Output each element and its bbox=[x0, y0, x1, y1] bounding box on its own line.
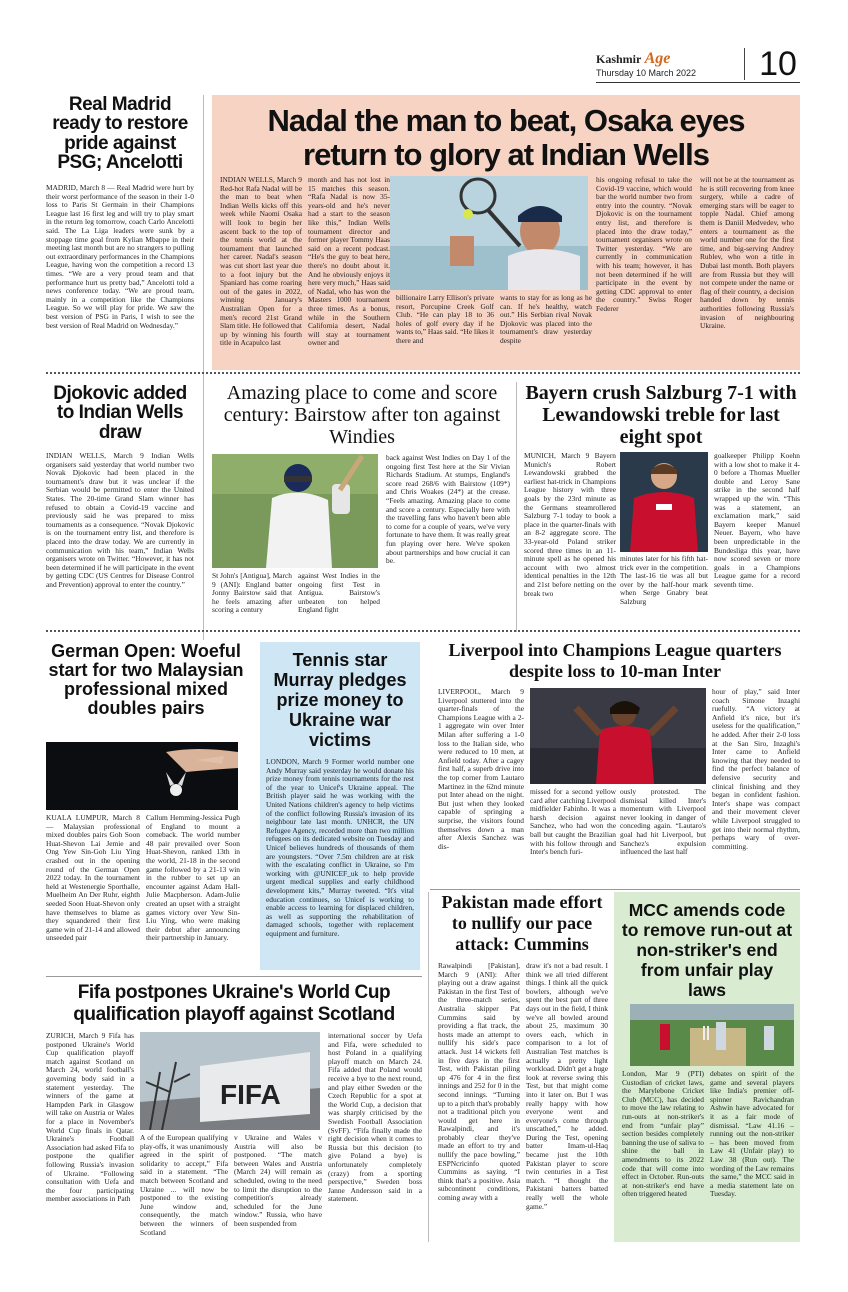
fifa-col2: A of the European qualifying play-offs, it was unanimously agreed in the spirit of solidarity to accept,” Fifa said in a statement. “The match between Scotland and Ukraine ... will now be postponed to the existing June window and, consequently, the match between the winners of Scotland bbox=[140, 1134, 228, 1237]
bairstow-col1: St John's [Antigua], March 9 (ANI): England batter Jonny Bairstow said that he feels amazing after scoring a century bbox=[212, 572, 292, 615]
mcc-col1: London, Mar 9 (PTI) Custodian of cricket laws, the Marylebone Cricket Club (MCC), has decided to move the law relating to run-outs at non-striker's end from “unfair play” section besides completely banning the use of saliva to shine the ball in amendments to its 2022 code that will come into effect in October. Run-outs at non-striker's end have often triggered heated bbox=[622, 1070, 704, 1199]
djokovic-headline: Djokovic added to Indian Wells draw bbox=[53, 384, 187, 443]
fifa-headline: Fifa postpones Ukraine's World Cup qualification playoff against Scotland bbox=[73, 982, 395, 1025]
germanopen-col1: KUALA LUMPUR, March 8 — Malaysian professional mixed doubles pairs Goh Soon Huat-Shevon Lai Jemie and Ong Yew Sin-Goh Liu Ying crashed out in the opening round of the German Open 2022 today. In the tournament held at Westenergie Sporthalle, Muelheim An Der Ruhr, eighth seeded Soon Huat-Shevon only have themselves to blame as they squandered their first game win of 21-14 and allowed unseeded pair bbox=[46, 814, 140, 943]
bayern-col3: goalkeeper Philipp Koehn with a low shot to make it 4-0 before a Thomas Mueller double and Leroy Sane strike in the second half wrapped up the win. “This was a statement, an exclamation mark,” said Bayern keeper Manuel Neuer. Bayern, who have been unpredictable in the Bundesliga this year, have now scored seven or more goals in a Champions League game for a record seventh time. bbox=[714, 452, 800, 589]
left-column-divider bbox=[203, 95, 204, 640]
bairstow-col2: against West Indies in the ongoing first Test in Antigua. Bairstow's unbeaten ton helped England fight bbox=[298, 572, 380, 615]
nadal-photo bbox=[390, 176, 588, 290]
murray-headline: Tennis star Murray pledges prize money to Ukraine war victims bbox=[273, 650, 407, 750]
liverpool-col4: hour of play,” said Inter coach Simone Inzaghi ruefully. “A victory at Anfield it's nice, but it's useless for the qualification,” he added. After their 2-0 loss at the San Siro, Inzaghi's Inter came to Anfield knowing that they needed to find the perfect balance of defensive security and clinical finishing and they began in confident fashion. Inter's shape was compact and their movement clever while Liverpool struggled to get into their normal rhythm, perhaps wary of over-committing. bbox=[712, 688, 800, 851]
bairstow-col3: back against West Indies on Day 1 of the ongoing first Test here at the Sir Vivian Richards Stadium. At stumps, England's score read 268/6 with Bairstow (109*) and Chris Woakes (24*) at the crease. “Feels amazing. Amazing place to come and score a century. Especially here with the travelling fans who haven't been able to come for a couple of years, we've very fortunate to have them. It was really great fun playing over here. We've spoken about partnerships and how crucial it can be. bbox=[386, 454, 510, 566]
bairstow-headline: Amazing place to come and score century: Bairstow after ton against Windies bbox=[223, 382, 501, 448]
bairstow-photo bbox=[212, 454, 378, 568]
bairstow-bayern-divider bbox=[516, 382, 517, 632]
liverpool-col1: LIVERPOOL, March 9 Liverpool stuttered into the quarter-finals of the Champions League with a 2-1 aggregate win over Inter Milan after suffering a 1-0 loss to the Italian side, who were reduced to 10 men, at Anfield today. After a cagey first half, a superb drive into the top corner from Lautaro Martinez in the 62nd minute put Inter ahead on the night. But just when they looked capable of springing a surprise, the visitors found themselves down a man after Alexis Sanchez was dis- bbox=[438, 688, 524, 851]
masthead-divider bbox=[744, 48, 745, 80]
fifa-top-rule bbox=[46, 976, 422, 977]
cummins-headline: Pakistan made effort to nullify our pace attack: Cummins bbox=[441, 892, 603, 954]
nadal-col3: billionaire Larry Ellison's private resort, Porcupine Creek Golf Club. “He can play 18 to 36 holes of golf every day if he wants to,” Haas said. “He likes it there and bbox=[396, 294, 494, 345]
fifa-cummins-divider bbox=[428, 892, 429, 1242]
nadal-col4: wants to stay for as long as he can. If he's healthy, watch out.” His Serbian rival Novak Djokovic was placed into the tournament's draw yesterday despite bbox=[500, 294, 592, 345]
nadal-col2: month and has not lost in 15 matches this season. “Rafa Nadal is now 35-years-old and he's never had a start to the season like this,” Indian Wells tournament director and former player Tommy Haas said on a recent podcast. “He's the guy to beat here, there's no doubt about it. And he obviously enjoys it here very much,” Haas said of Nadal, who has won the Masters 1000 tournament three times. As a bonus, while in the Southern California desert, Nadal will stay at tournament owner and bbox=[308, 176, 390, 348]
bayern-photo bbox=[620, 452, 708, 552]
nadal-col6: will not be at the tournament as he is still recovering from knee surgery, while a cadre of emerging stars will be eager to topple Nadal. Chief among them is Daniil Medvedev, who enters a tournament as the world number one for the first time, and big-serving Andrey Rublev, who won a title in Dubai last month. Both players are from Russia but they will not compete under the name or flag of their country, a decision handed down by tennis authorities following Russia's invasion of neighbouring Ukraine. bbox=[700, 176, 794, 331]
bayern-col2: minutes later for his fifth hat-trick ever in the competition. The last-16 tie was all but over by the half-hour mark when Serge Gnabry beat Salzburg bbox=[620, 555, 708, 606]
realmadrid-headline: Real Madrid ready to restore pride against PSG; Ancelotti bbox=[52, 95, 188, 174]
germanopen-headline: German Open: Woeful start for two Malaysian professional mixed doubles pairs bbox=[48, 642, 244, 718]
fifa-col1: ZURICH, March 9 Fifa has postponed Ukraine's World Cup qualification playoff match against Scotland on March 24, world football's governing body said in a statement yesterday. The winners of the game at Hampden Park in Glasgow will take on Austria or Wales for a place in November's World Cup finals in Qatar. Ukraine's Football Association had asked Fifa to postpone the qualifier following Russia's invasion of Ukraine. “Following consultation with Uefa and the four participating member associations in Path bbox=[46, 1032, 134, 1204]
mcc-col2: debates on spirit of the game and several players like India's premier off-spinner Ravichandran Ashwin have advocated for it as a fair mode of dismissal. “Law 41.16 – running out the non-striker – has been moved from Law 41 (Unfair play) to Law 38 (Run out). The wording of the Law remains the same,” the MCC said in a media statement late on Tuesday. bbox=[710, 1070, 794, 1199]
masthead-logo bbox=[596, 50, 716, 68]
djokovic-body: INDIAN WELLS, March 9 Indian Wells organisers said yesterday that world number two Novak Djokovic had been placed in the tournament's draw but it was unclear if the Serbian would be permitted to enter the United States. The 20-time Grand Slam winner has refused to obtain a Covid-19 vaccine and previously said he was prepared to miss tournaments as a consequence. “Novak Djokovic is on the tournament entry list, and therefore is placed into the draw today. We are currently in communication with his team,” Indian Wells organisers wrote on Twitter. “However, it has not been determined if he will participate in the event by getting CDC (US Centres for Disease Control and Prevention) approval to enter the country.” bbox=[46, 452, 194, 589]
bayern-headline: Bayern crush Salzburg 7-1 with Lewandowski treble for last eight spot bbox=[525, 382, 797, 448]
logo-age: Age bbox=[644, 50, 671, 67]
realmadrid-body: MADRID, March 8 — Real Madrid were hurt by their worst performance of the season in their 1-0 loss to Paris St Germain in their Champions League last 16 first leg and will try to play smart in the return leg tomorrow, coach Carlo Ancelotti said. The La Liga leaders were sunk by a stoppage time goal from Kylian Mbappe in their meeting last month but are no strangers to pulling out extraordinary performances in the Champions League, having won the competition a record 13 times. “We are a very proud team and that performance hurt us pretty bad,” Ancelotti told a news conference today. “We are proud team, mainly in a competition like the Champions League. So we will play for pride. We saw the best version of PSG in Paris, I wish to see the best version of Real Madrid on Wednesday.” bbox=[46, 184, 194, 330]
fifa-col3: v Ukraine and Wales v Austria will also be postponed. “The match between Wales and Austria (March 24) will remain as scheduled, owing to the need to limit the disruption to the competition's already scheduled for the June window.” Russia, who have been suspended from bbox=[234, 1134, 322, 1228]
germanopen-col2: Callum Hemming-Jessica Pugh of England to mount a comeback. The world number 48 pair prevailed over Soon Huat-Shevon, ranked 13th in the world, 21-18 in the second game followed by a 21-13 win in the rubber to set up an encounter against Adam Hall-Julie Macpherson. Adam-Julie created an upset with a straight games victory over Yew Sin-Liu Ying, who were making their debut after announcing their partnership in January. bbox=[146, 814, 240, 943]
masthead-rule bbox=[596, 82, 800, 83]
murray-body: LONDON, March 9 Former world number one Andy Murray said yesterday he would donate his prize money from tennis tournaments for the rest of the year to Unicef's Ukraine appeal. The British player said he was working with the United Nations children's agency to help victims of the conflict following Russia's invasion of its neighbour late last month. UNHCR, the UN Refugee Agency, recorded more than two million refugees on its dedicated website on Tuesday and Unicef believes hundreds of thousands of them are youngsters. “Over 7.5m children are at risk with the escalating conflict in Ukraine, so I'm working with @UNICEF_uk to help provide urgent medical supplies and early childhood development kits,” Murray tweeted. “It's vital education continues, so Unicef is working to enable access to learning for displaced children, as well as supporting the rehabilitation of damaged schools, together with replacement equipment and furniture. bbox=[266, 758, 414, 938]
logo-kashmir: Kashmir bbox=[596, 52, 642, 66]
fifa-photo bbox=[140, 1032, 320, 1130]
nadal-col5: his ongoing refusal to take the Covid-19 vaccine, which would bar the world number two from entry into the country. “Novak Djokovic is on the tournament entry list, and therefore is placed into the draw today,” tournament organisers wrote on Twitter yesterday. “We are currently in communication with his team; however, it has not been determined if he will participate in the event by getting CDC approval to enter the country.” Swiss Roger Federer bbox=[596, 176, 692, 313]
mcc-photo bbox=[630, 1004, 794, 1066]
fifa-photo-text: FIFA bbox=[220, 1079, 281, 1110]
cummins-col2: draw it's not a bad result. I think we all tried different things. I think all the quick bowlers, although we've spent the best part of three days out in the field, I think we've all bowled around about 25, maximum 30 overs each, which in comparison to a lot of Australian Test matches is actually a pretty light workload. Didn't get a huge look at reverse swing this Test, but that might come into it later on. But I was really happy with how everyone went and everyone's come through unscathed,” he added. During the Test, opening batter Imam-ul-Haq became just the 10th Pakistan player to score twin centuries in a Test match. “I thought the Pakistani batters batted really well the whole game.” bbox=[526, 962, 608, 1211]
germanopen-photo bbox=[46, 742, 238, 810]
liverpool-photo bbox=[530, 688, 706, 784]
bayern-col1: MUNICH, March 9 Bayern Munich's Robert Lewandowski grabbed the earliest hat-trick in Champions League history with three goals by the 23rd minute as the Germans steamrollered Salzburg 7-1 today to book a place in the quarter-finals with an 8-2 aggregate score. The 33-year-old Poland striker scored three times in an 11-minute spell as he opened his account with two almost identical penalties in the 12th and 21st before netting on the break two bbox=[524, 452, 616, 598]
section-divider-2 bbox=[46, 630, 800, 632]
liverpool-col2: missed for a second yellow card after catching Liverpool midfielder Fabinho. It was a harsh decision against Sanchez, who had won the ball but caught the Brazilian with his follow through and Inter's bench furi- bbox=[530, 788, 616, 857]
nadal-headline: Nadal the man to beat, Osaka eyes return to glory at Indian Wells bbox=[267, 104, 745, 172]
liverpool-headline: Liverpool into Champions League quarters despite loss to 10-man Inter bbox=[448, 640, 782, 681]
nadal-col1: INDIAN WELLS, March 9 Red-hot Rafa Nadal will be the man to beat when Indian Wells kicks off this week while Naomi Osaka will look to begin her ascent back to the top of the tennis world at the tournament that launched her career. Nadal's season was cut short last year due to a foot injury but the Spaniard has come roaring out of the gates in 2022, winning January's Australian Open for a men's record 21st Grand Slam title. He followed that up by winning his fourth title in Acapulco last bbox=[220, 176, 302, 348]
section-divider-3 bbox=[430, 889, 800, 890]
mcc-headline: MCC amends code to remove run-out at non-striker's end from unfair play laws bbox=[621, 900, 793, 1000]
section-divider-1 bbox=[46, 372, 800, 374]
masthead-date: Thursday 10 March 2022 bbox=[596, 68, 697, 78]
page-number: 10 bbox=[759, 45, 797, 83]
liverpool-col3: ously protested. The dismissal killed Inter's momentum with Liverpool never looking in danger of conceding again. “Lautaro's goal had hit Liverpool, but Sanchez's expulsion influenced the last half bbox=[620, 788, 706, 857]
fifa-col4: international soccer by Uefa and Fifa, were scheduled to host Poland in a qualifying playoff match on March 24. Fifa added that Poland would receive a bye to the next round, and play either Sweden or the Czech Republic for a spot at the World Cup, a decision that was sharply criticised by the Swedish Football Association (SvFF). “Fifa finally made the right decision when it comes to Russia but this decision (to give Poland a bye) is unfortunately completely (crazy) from a sporting perspective,” Sweden boss Janne Andersson said in a statement. bbox=[328, 1032, 422, 1204]
cummins-col1: Rawalpindi [Pakistan], March 9 (ANI): After playing out a draw against Pakistan in the first Test of the three-match series, Australia skipper Pat Cummins said by providing a flat track, the hosts made an attempt to nullify his side's pace attack. Just 14 wickets fell in five days in the first Test, with Pakistan piling up 476 for 4 in the first innings and 252 for 0 in the second innings. “Turning up to a pitch that's probably not a traditional pitch you would get here in Rawalpindi, and it's probably clear they've made an effort to try and nullify the pace bowling,” ESPNcricinfo quoted Cummins as saying. “I think that's a positive. Asia subcontinent conditions, coming away with a bbox=[438, 962, 520, 1203]
